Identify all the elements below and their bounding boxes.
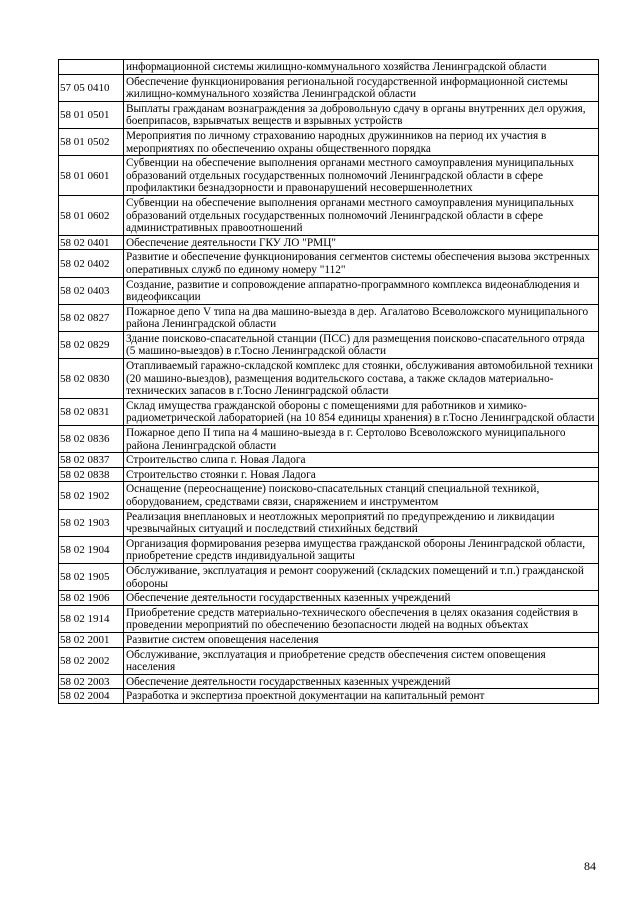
row-code: 58 02 1903: [59, 509, 124, 536]
row-code: 58 02 2002: [59, 647, 124, 674]
row-code: 58 02 0838: [59, 467, 124, 482]
row-code: 58 02 2003: [59, 674, 124, 689]
table-row: [59, 509, 599, 536]
table-row: [59, 632, 599, 647]
row-code: 58 02 1906: [59, 591, 124, 606]
row-name: Мероприятия по личному страхованию народных дружинников на период их участия в мероприятиях по обеспечению охраны общественного порядка: [124, 128, 599, 155]
table-row: [59, 647, 599, 674]
row-name: информационной системы жилищно-коммунального хозяйства Ленинградской области: [124, 60, 599, 75]
row-code: 57 05 0410: [59, 74, 124, 101]
budget-classification-table: [58, 59, 599, 704]
table-row: [59, 60, 599, 75]
row-code: 58 02 1902: [59, 482, 124, 509]
row-name: Пожарное депо V типа на два машино-выезда в дер. Агалатово Всеволожского муниципального района Ленинградской области: [124, 304, 599, 331]
row-code: 58 02 0829: [59, 331, 124, 358]
row-name: Развитие и обеспечение функционирования сегментов системы обеспечения вызова экстренных оперативных служб по единому номеру "112": [124, 250, 599, 277]
row-code: 58 01 0502: [59, 128, 124, 155]
row-name: Обслуживание, эксплуатация и приобретение средств обеспечения систем оповещения населения: [124, 647, 599, 674]
table-row: [59, 101, 599, 128]
row-name: Строительство стоянки г. Новая Ладога: [124, 467, 599, 482]
row-name: Обслуживание, эксплуатация и ремонт сооружений (складских помещений и т.п.) гражданской обороны: [124, 563, 599, 590]
table-row: [59, 331, 599, 358]
row-name: Обеспечение деятельности государственных казенных учреждений: [124, 674, 599, 689]
row-name: Приобретение средств материально-технического обеспечения в целях оказания содействия в проведении мероприятий по обеспечению безопасности людей на водных объектах: [124, 605, 599, 632]
table-row: [59, 235, 599, 250]
row-name: Субвенции на обеспечение выполнения органами местного самоуправления муниципальных образований отдельных государственных полномочий Ленинградской области в сфере профилактики безнадзорности и правонарушений несовершеннолетних: [124, 156, 599, 196]
row-name: Обеспечение функционирования региональной государственной информационной системы жилищно-коммунального хозяйства Ленинградской области: [124, 74, 599, 101]
row-code: 58 02 0831: [59, 398, 124, 425]
table-row: [59, 74, 599, 101]
table-row: [59, 674, 599, 689]
table-row: [59, 605, 599, 632]
table-row: [59, 359, 599, 399]
row-name: Здание поисково-спасательной станции (ПСС) для размещения поисково-спасательного отряда (5 машино-выездов) в г.Тосно Ленинградской области: [124, 331, 599, 358]
table-row: [59, 277, 599, 304]
row-name: Обеспечение деятельности ГКУ ЛО "РМЦ": [124, 235, 599, 250]
table-row: [59, 195, 599, 235]
table-row: [59, 482, 599, 509]
row-name: Склад имущества гражданской обороны с помещениями для работников и химико-радиометрической лабораторией (на 10 854 единицы хранения) в г.Тосно Ленинградской области: [124, 398, 599, 425]
row-code: [59, 60, 124, 75]
row-code: 58 02 0827: [59, 304, 124, 331]
row-name: Создание, развитие и сопровождение аппаратно-программного комплекса видеонаблюдения и видеофиксации: [124, 277, 599, 304]
row-name: Субвенции на обеспечение выполнения органами местного самоуправления муниципальных образований отдельных государственных полномочий Ленинградской области в сфере административных правоотношений: [124, 195, 599, 235]
row-code: 58 01 0601: [59, 156, 124, 196]
row-name: Пожарное депо II типа на 4 машино-выезда в г. Сертолово Всеволожского муниципального района Ленинградской области: [124, 426, 599, 453]
row-code: 58 02 0401: [59, 235, 124, 250]
table-body: [59, 60, 599, 704]
row-code: 58 02 0836: [59, 426, 124, 453]
row-name: Выплаты гражданам вознаграждения за добровольную сдачу в органы внутренних дел оружия, боеприпасов, взрывчатых веществ и взрывных устройств: [124, 101, 599, 128]
row-name: Оснащение (переоснащение) поисково-спасательных станций специальной техникой, оборудованием, средствами связи, снаряжением и инструментом: [124, 482, 599, 509]
table-row: [59, 563, 599, 590]
row-code: 58 02 2001: [59, 632, 124, 647]
row-code: 58 02 1904: [59, 536, 124, 563]
row-code: 58 01 0602: [59, 195, 124, 235]
row-name: Реализация внеплановых и неотложных мероприятий по предупреждению и ликвидации чрезвычайных ситуаций и последствий стихийных бедствий: [124, 509, 599, 536]
table-row: [59, 304, 599, 331]
table-row: [59, 591, 599, 606]
table-row: [59, 128, 599, 155]
page-number: 84: [584, 859, 596, 873]
table-row: [59, 156, 599, 196]
row-name: Строительство слипа г. Новая Ладога: [124, 453, 599, 468]
row-code: 58 02 0403: [59, 277, 124, 304]
table-row: [59, 689, 599, 704]
table-row: [59, 426, 599, 453]
row-code: 58 02 1905: [59, 563, 124, 590]
row-code: 58 02 2004: [59, 689, 124, 704]
table-row: [59, 250, 599, 277]
row-code: 58 02 0837: [59, 453, 124, 468]
row-code: 58 02 0830: [59, 359, 124, 399]
row-code: 58 01 0501: [59, 101, 124, 128]
table-row: [59, 453, 599, 468]
table-row: [59, 398, 599, 425]
table-row: [59, 467, 599, 482]
row-name: Организация формирования резерва имущества гражданской обороны Ленинградской области, приобретение средств индивидуальной защиты: [124, 536, 599, 563]
row-name: Развитие систем оповещения населения: [124, 632, 599, 647]
row-name: Обеспечение деятельности государственных казенных учреждений: [124, 591, 599, 606]
row-name: Разработка и экспертиза проектной документации на капитальный ремонт: [124, 689, 599, 704]
table-row: [59, 536, 599, 563]
row-code: 58 02 0402: [59, 250, 124, 277]
row-code: 58 02 1914: [59, 605, 124, 632]
row-name: Отапливаемый гаражно-складской комплекс для стоянки, обслуживания автомобильной техники (20 машино-выездов), размещения водительского состава, а также складов материально-технических запасов в г.Тосно Ленинградской области: [124, 359, 599, 399]
